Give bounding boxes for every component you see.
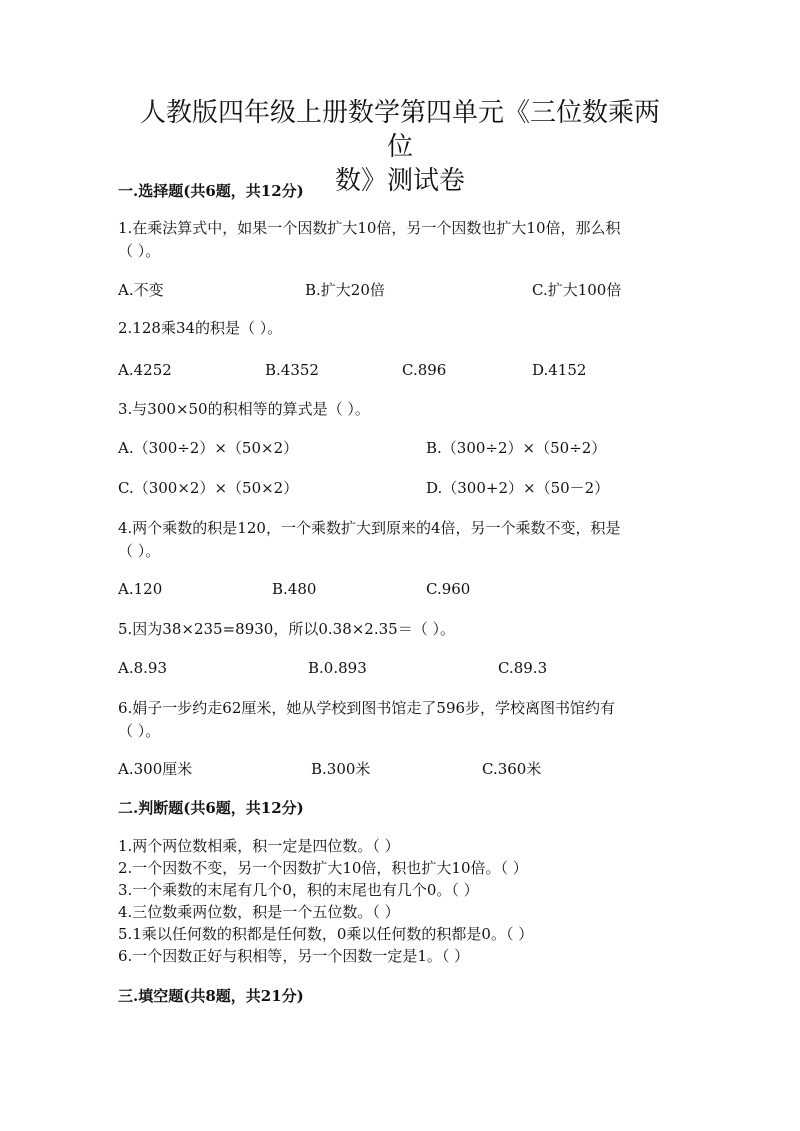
question-3-option-b[interactable]: B.（300÷2）×（50÷2） <box>426 439 607 457</box>
judgement-item-5: 5.1乘以任何数的积都是任何数，0乘以任何数的积都是0。（ ） <box>118 925 534 943</box>
question-1-blank: （ ）。 <box>118 242 161 260</box>
question-6-blank: （ ）。 <box>118 722 161 740</box>
question-6 <box>118 697 678 743</box>
question-2-option-b[interactable]: B.4352 <box>265 361 319 379</box>
section-heading-fill-in: 三.填空题(共8题，共21分) <box>118 987 304 1005</box>
question-6-option-c[interactable]: C.360米 <box>482 760 542 778</box>
question-5 <box>118 618 678 641</box>
question-2-option-a[interactable]: A.4252 <box>118 361 172 379</box>
question-2-text: 2.128乘34的积是（ ）。 <box>118 319 283 337</box>
title-line-1: 人教版四年级上册数学第四单元《三位数乘两位 <box>139 98 660 162</box>
question-3-option-d[interactable]: D.（300+2）×（50－2） <box>426 479 610 497</box>
judgement-item-3: 3.一个乘数的末尾有几个0，积的末尾也有几个0。（ ） <box>118 881 479 899</box>
question-4-option-a[interactable]: A.120 <box>118 580 163 598</box>
question-1-text: 1.在乘法算式中，如果一个因数扩大10倍，另一个因数也扩大10倍，那么积 <box>118 219 621 237</box>
question-5-option-b[interactable]: B.0.893 <box>308 659 367 677</box>
judgement-item-4: 4.三位数乘两位数，积是一个五位数。（ ） <box>118 903 400 921</box>
question-5-option-c[interactable]: C.89.3 <box>498 659 548 677</box>
question-6-option-b[interactable]: B.300米 <box>311 760 371 778</box>
question-3 <box>118 398 678 421</box>
question-4 <box>118 517 678 563</box>
question-4-option-c[interactable]: C.960 <box>426 580 471 598</box>
question-3-option-c[interactable]: C.（300×2）×（50×2） <box>118 479 299 497</box>
question-2 <box>118 317 678 340</box>
question-1 <box>118 217 678 263</box>
question-3-text: 3.与300×50的积相等的算式是（ ）。 <box>118 400 370 418</box>
title-line-2: 数》测试卷 <box>334 166 465 196</box>
question-6-text: 6.娟子一步约走62厘米，她从学校到图书馆走了596步，学校离图书馆约有 <box>118 699 616 717</box>
question-2-option-c[interactable]: C.896 <box>402 361 447 379</box>
question-1-option-c[interactable]: C.扩大100倍 <box>532 281 622 299</box>
section-heading-judgement: 二.判断题(共6题，共12分) <box>118 799 304 817</box>
question-5-text: 5.因为38×235=8930，所以0.38×2.35＝（ ）。 <box>118 620 455 638</box>
question-2-option-d[interactable]: D.4152 <box>532 361 587 379</box>
question-1-option-b[interactable]: B.扩大20倍 <box>305 281 385 299</box>
question-4-option-b[interactable]: B.480 <box>272 580 317 598</box>
question-3-option-a[interactable]: A.（300÷2）×（50×2） <box>118 439 299 457</box>
question-5-option-a[interactable]: A.8.93 <box>118 659 167 677</box>
section-heading-choice: 一.选择题(共6题，共12分) <box>118 182 304 200</box>
question-1-option-a[interactable]: A.不变 <box>118 281 164 299</box>
question-4-text: 4.两个乘数的积是120，一个乘数扩大到原来的4倍，另一个乘数不变，积是 <box>118 519 621 537</box>
judgement-item-1: 1.两个两位数相乘，积一定是四位数。（ ） <box>118 837 400 855</box>
question-4-blank: （ ）。 <box>118 542 161 560</box>
question-6-option-a[interactable]: A.300厘米 <box>118 760 193 778</box>
judgement-item-6: 6.一个因数正好与积相等，另一个因数一定是1。（ ） <box>118 947 470 965</box>
judgement-item-2: 2.一个因数不变，另一个因数扩大10倍，积也扩大10倍。（ ） <box>118 859 528 877</box>
